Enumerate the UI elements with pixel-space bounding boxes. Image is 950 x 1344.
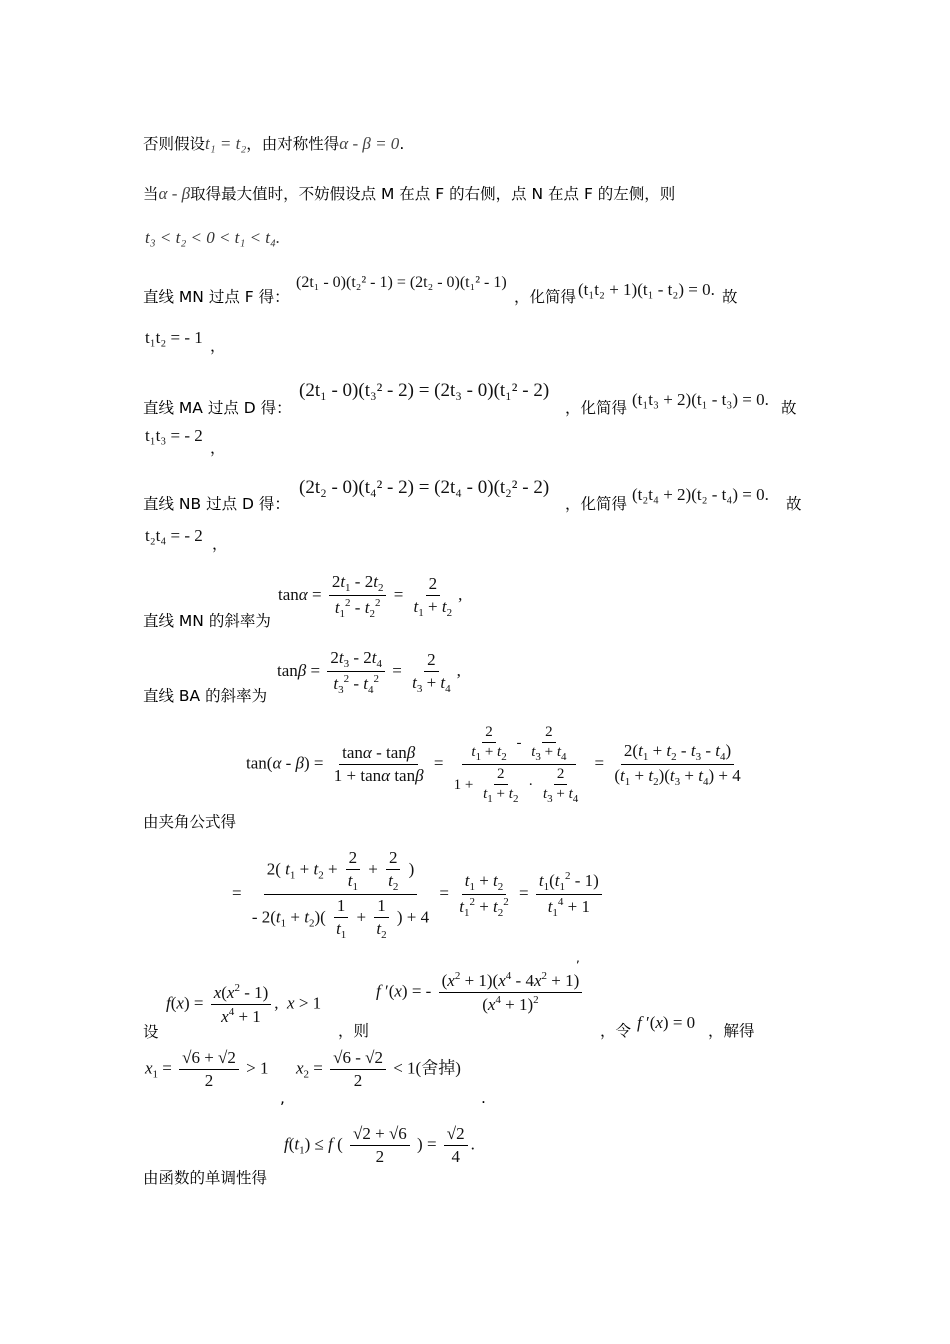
line-max-condition	[143, 184, 675, 204]
mn-equation: (2t₁ - 0)(t₂² - 1) = (2t₂ - 0)(t₁² - 1)	[296, 274, 507, 291]
root-x2: $x_2$ = $\frac{√6 - √2}{2}$ < 1(舍掉)	[296, 1048, 461, 1090]
discard-note: 舍掉	[421, 1058, 456, 1078]
nb-simplified: (t₂t₄ + 2)(t₂ - t₄) = 0.	[632, 485, 769, 504]
max-value: $f(t_1) \le f$ ( $\frac{√2 + √6}{2}$ ) = $\frac{√2}{4}$ .	[284, 1124, 475, 1166]
nb-result: t₂t₄ = - 2	[145, 526, 203, 545]
roots-period: .	[481, 1089, 486, 1107]
f-derivative: f ′(x) = - $\frac{(x^2 + 1)(x^4 - 4x^2 + 1)}{(x^4 + 1)^2}$	[376, 970, 585, 1015]
slope-ba-label: 直线 BA 的斜率为	[143, 687, 268, 705]
ma-therefore: 故	[781, 399, 797, 417]
simplification-chain: = 2( $t_1 + t_2$ + $\frac{2}{t_1}$ + $\frac{2}{t_2}$ ) - $2(t_1 + t_2)$( $\frac{1}{t_1}$ + $\frac{1}{t_2}$ ) + 4 = $\frac{t_1 + t_2}{t_1^2 + t_2^2}$ = $\frac{t_1(t_1^2 - 1)}{t_1^4 + 1}$	[232, 848, 605, 941]
mn-therefore: 故	[722, 288, 738, 306]
tan-difference-formula: tan(α - β) = $\frac{\tan\alpha - \tan\beta}{\text{1 + tanα tanβ}}$ = $\frac{2}{t_1 + t_2}$ - $\frac{2}{t_3 + t_4}$ 1 + $\frac{2}{t_1 + t_2}$ · $\frac{2}{t_3 + t_4}$ = $\frac{2(t_1 + t_2 - t_3 - t_4)}{(t_1 + t_2)(t_3 + t_4) + 4}$	[246, 724, 741, 805]
ordering-inequality: t₃ < t₂ < 0 < t₁ < t₄.	[145, 228, 281, 247]
nb-therefore: 故	[786, 495, 802, 513]
nb-label: 直线 NB 过点 D 得：	[143, 495, 290, 513]
chain-comma: ,	[576, 951, 580, 965]
mn-label: 直线 MN 过点 F 得：	[143, 288, 290, 306]
ma-simplified: (t₁t₃ + 2)(t₁ - t₃) = 0.	[632, 390, 769, 409]
nb-comma: ，	[212, 535, 228, 553]
equal-condition: t₁ = t₂	[205, 134, 247, 153]
nb-simplify-label: ，化简得	[565, 495, 628, 513]
when-text: 当	[143, 185, 159, 203]
f-definition: f(x) = $\frac{x(x^2 - 1)}{x^4 + 1}$ , x > 1	[166, 982, 322, 1026]
line-nb-through-d	[143, 494, 290, 514]
tan-beta-formula: tanβ = $\frac{2t_3 - 2t_4}{t_3^2 - t_4^2}$ = $\frac{2}{t_3 + t_4}$ ,	[277, 648, 461, 696]
let-label: 设	[143, 1023, 159, 1041]
ma-comma: ，	[210, 439, 226, 457]
line-mn-through-f	[143, 287, 290, 307]
ma-label: 直线 MA 过点 D 得：	[143, 399, 292, 417]
line-assume-equal	[143, 134, 404, 154]
slope-mn-label: 直线 MN 的斜率为	[143, 612, 271, 630]
angle-formula-label: 由夹角公式得	[143, 813, 237, 831]
mn-comma: ，	[210, 337, 226, 355]
assume-text: 否则假设	[143, 135, 206, 153]
mn-simplified: (t₁t₂ + 1)(t₁ - t₂) = 0.	[578, 280, 715, 299]
nb-equation: (2t₂ - 0)(t₄² - 2) = (2t₄ - 0)(t₂² - 2)	[299, 477, 550, 498]
ma-result: t₁t₃ = - 2	[145, 426, 203, 445]
monotonic-label: 由函数的单调性得	[143, 1169, 268, 1187]
alpha-minus-beta: α - β	[158, 184, 191, 203]
then-label: ，则	[338, 1022, 370, 1040]
roots-comma: ,	[280, 1089, 285, 1107]
ma-simplify-label: ，化简得	[565, 399, 628, 417]
set-label: ，令	[600, 1022, 632, 1040]
solve-label: ，解得	[708, 1022, 755, 1040]
mn-result: t₁t₂ = - 1	[145, 328, 203, 347]
symmetry-text: ，由对称性得	[246, 135, 340, 153]
line-ma-through-d	[143, 398, 292, 418]
derivative-zero: f ′(x) = 0	[637, 1013, 696, 1032]
max-condition-text: 取得最大值时，不妨假设点 M 在点 F 的右侧，点 N 在点 F 的左侧，则	[190, 185, 676, 203]
ma-equation: (2t₁ - 0)(t₃² - 2) = (2t₃ - 0)(t₁² - 2)	[299, 380, 550, 401]
symmetry-result: α - β = 0	[339, 134, 400, 153]
tan-alpha-formula: tanα = $\frac{2t_1 - 2t_2}{t_1^2 - t_2^2}$ = $\frac{2}{t_1 + t_2}$ ,	[278, 572, 463, 620]
root-x1: $x_1$ = $\frac{√6 + √2}{2}$ > 1	[145, 1048, 269, 1090]
period: .	[399, 135, 405, 153]
mn-simplify-label: ，化简得	[514, 288, 577, 306]
